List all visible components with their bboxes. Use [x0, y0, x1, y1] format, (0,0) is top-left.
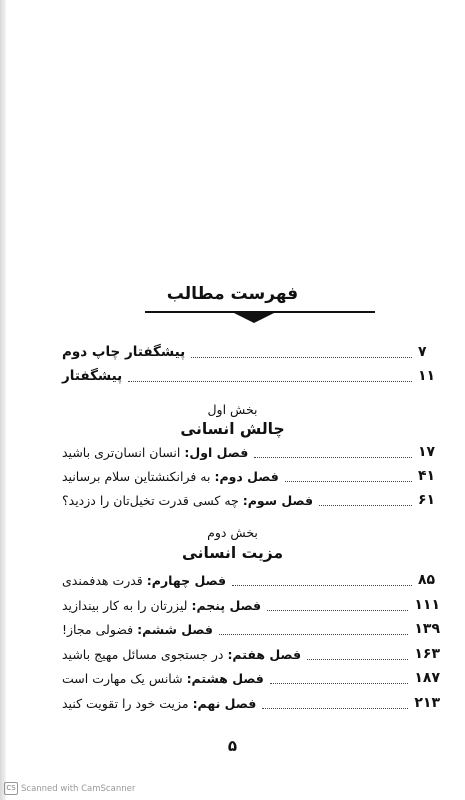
chapter-number: فصل نهم: [192, 695, 257, 711]
part-title: چالش انسانی [180, 420, 285, 438]
dot-leader [191, 347, 412, 358]
toc-entry-chapter[interactable] [62, 489, 440, 511]
title-ornament-triangle [232, 312, 276, 323]
watermark-text: Scanned with CamScanner [21, 783, 136, 794]
chapter-title: شانس یک مهارت است [62, 670, 183, 686]
toc-entry-chapter[interactable] [62, 569, 440, 591]
chapter-title: مزیت خود را تقویت کنید [62, 695, 189, 711]
entry-label: پیشگفتار چاپ دوم [62, 344, 186, 360]
entry-page-number: ۱۳۹ [414, 621, 440, 637]
entry-page-number: ۲۱۳ [414, 695, 440, 711]
dot-leader [262, 698, 408, 709]
chapter-title: فضولی مجاز! [62, 621, 134, 637]
part-title: مزیت انسانی [181, 544, 284, 562]
chapter-number: فصل ششم: [137, 621, 213, 637]
toc-entry-preface[interactable] [62, 365, 440, 387]
toc-entry-chapter[interactable] [62, 643, 440, 665]
entry-label [62, 696, 256, 711]
toc-entry-chapter[interactable] [62, 594, 440, 616]
entry-page-number: ۱۶۳ [414, 646, 440, 662]
dot-leader [267, 600, 408, 611]
toc-entry-chapter[interactable] [62, 441, 440, 463]
chapter-title: لیزرتان را به کار بیندازید [62, 597, 188, 613]
entry-page-number: ۱۱ [418, 368, 436, 384]
dot-leader [254, 447, 412, 458]
dot-leader [219, 624, 408, 635]
dot-leader [128, 371, 412, 382]
chapter-title: چه کسی قدرت تخیل‌تان را دزدید؟ [62, 492, 239, 508]
dot-leader [319, 495, 412, 506]
entry-label [62, 671, 264, 686]
toc-entry-chapter[interactable] [62, 667, 440, 689]
chapter-title: انسان انسان‌تری باشید [62, 444, 181, 460]
chapter-title: قدرت هدفمندی [62, 572, 143, 588]
part-label: بخش اول [207, 402, 258, 417]
camscanner-watermark [4, 782, 135, 795]
entry-page-number: ۸۵ [418, 572, 436, 588]
chapter-title: به فرانکنشتاین سلام برسانید [62, 468, 211, 484]
entry-label [62, 573, 226, 588]
entry-label [62, 469, 279, 484]
part-label: بخش دوم [207, 525, 258, 540]
dot-leader [285, 471, 412, 482]
toc-entry-chapter[interactable] [62, 692, 440, 714]
chapter-number: فصل اول: [184, 444, 249, 460]
camscanner-logo-icon: CS [4, 782, 18, 795]
chapter-title: در جستجوی مسائل مهیج باشید [62, 646, 224, 662]
chapter-number: فصل سوم: [242, 492, 314, 508]
entry-label [62, 647, 301, 662]
entry-page-number: ۷ [418, 344, 427, 360]
entry-label [62, 445, 248, 460]
chapter-number: فصل چهارم: [146, 572, 227, 588]
page-edge-shadow [0, 0, 6, 800]
toc-entry-chapter[interactable] [62, 465, 440, 487]
entry-page-number: ۱۷ [418, 444, 436, 460]
entry-page-number: ۴۱ [418, 468, 436, 484]
entry-label [62, 622, 213, 637]
toc-entry-chapter[interactable] [62, 618, 440, 640]
chapter-number: فصل هشتم: [186, 670, 264, 686]
page-number: ۵ [227, 737, 238, 755]
dot-leader [307, 649, 408, 660]
dot-leader [270, 673, 408, 684]
entry-page-number: ۱۱۱ [414, 597, 440, 613]
chapter-number: فصل دوم: [214, 468, 279, 484]
entry-page-number: ۱۸۷ [414, 670, 440, 686]
chapter-number: فصل هفتم: [227, 646, 302, 662]
entry-page-number: ۶۱ [418, 492, 436, 508]
toc-entry-preface-second-edition[interactable] [62, 341, 440, 363]
entry-label [62, 598, 261, 613]
toc-title-block [0, 284, 465, 304]
entry-label [62, 493, 313, 508]
chapter-number: فصل پنجم: [191, 597, 262, 613]
dot-leader [232, 575, 412, 586]
toc-title: فهرست مطالب [166, 284, 299, 304]
entry-label: پیشگفتار [62, 368, 123, 384]
